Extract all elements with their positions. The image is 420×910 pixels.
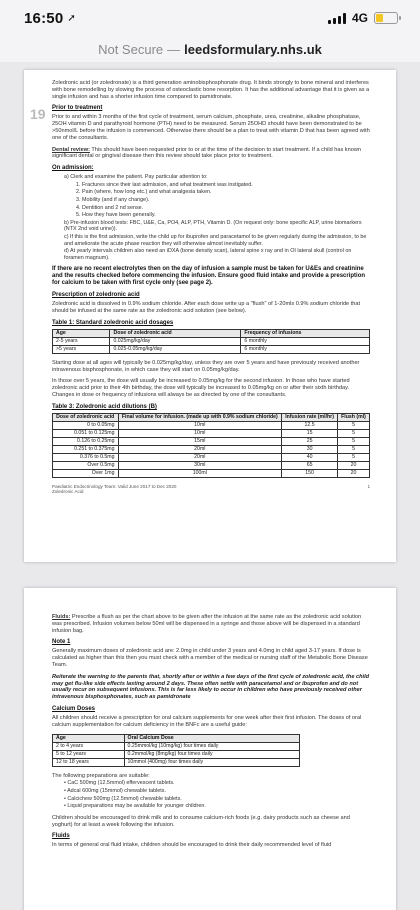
table-cell: 5: [338, 421, 370, 429]
table-cell: 5: [338, 437, 370, 445]
table-header: Age: [53, 734, 125, 742]
admission-item: 4. Dentition and 2 nd sense.: [76, 204, 144, 211]
electrolyte-warning: If there are no recent electrolytes then on the day of infusion a sample must be taken for U&Es and creatinine and the results checked before commencing the infusion. Ensure good fluid intake and provide a prescription for calcium to be taken with first cycle only (see page 2).: [52, 266, 366, 287]
footer-left: Paediatric Endocrinology Team: Valid June 2017 to Dec 2020: [52, 483, 177, 489]
list-item: • Calcichew 500mg (12.5mmol) chewable tablets.: [64, 795, 182, 802]
table3-title: Table 3: Zoledronic acid dilutions (B): [52, 403, 157, 410]
table-row: [53, 750, 300, 758]
calcium-table: [52, 734, 300, 767]
admission-item: 3. Mobility (and if any change).: [76, 196, 150, 203]
fluids2-text: In terms of general oral fluid intake, children should be encouraged to drink their daily recommended level of fluid: [52, 842, 332, 849]
table-row: [53, 421, 370, 429]
admission-heading: On admission:: [52, 165, 94, 172]
note-text: Generally maximum doses of zoledronic acid are: 2.0mg in child under 3 years and 4.0mg in child aged 3-17 years. If dose is calculated as higher than this then you must check with a member of the medical or nursing staff of the Metabolic Bone Disease Team.: [52, 648, 368, 668]
table-row: [53, 758, 300, 766]
admission-a: a) Clerk and examine the patient. Pay particular attention to:: [64, 174, 208, 181]
table-cell: 0.25mmol/kg (10mg/kg) four times daily: [124, 742, 299, 750]
admission-d: d) At yearly intervals children also need an iDXA (bone density scan), lateral spine x ray and in OI lateral skull (control on foramen magnum).: [64, 248, 352, 261]
table-cell: 20: [338, 461, 370, 469]
dosage-table: [52, 329, 370, 354]
table-cell: Over 1mg: [53, 469, 119, 477]
table-cell: 0.025-0.05mg/kg/day: [110, 345, 241, 353]
fluids-heading: Fluids:: [52, 614, 71, 620]
list-item: • CaC 500mg (12.5mmol) effervescent tablets.: [64, 780, 175, 787]
table-cell: 15ml: [118, 437, 282, 445]
table-header: Age: [53, 329, 110, 337]
table-cell: 5: [338, 445, 370, 453]
table-cell: 20ml: [118, 445, 282, 453]
table-cell: 0.126 to 0.25mg: [53, 437, 119, 445]
document-page-1: [24, 70, 396, 562]
table-cell: 25: [282, 437, 338, 445]
table-cell: 0.2mmol/kg (8mg/kg) four times daily: [124, 750, 299, 758]
fluids2-heading: Fluids: [52, 833, 70, 840]
table-cell: 10ml: [118, 421, 282, 429]
table-cell: 40: [282, 453, 338, 461]
table-cell: 5: [338, 429, 370, 437]
note-heading: Note 1: [52, 639, 71, 646]
dilution-table: [52, 413, 370, 478]
prescription-text: Zoledronic acid is dissolved in 0.9% sodium chloride. After each dose write up a "flush" of 1-20mls 0.9% sodium chloride that should be infused at the same rate as the zoledronic acid solution (see below).: [52, 301, 361, 315]
footer-left-2: Zoledronic Acid: [52, 489, 84, 495]
fluids-text: Prescribe a flush as per the chart above to be given after the infusion at the same rate as the zoledronic acid solution was prescribed. Infusion volumes below 50ml will be dispensed in a syringe and those above will be dispensed in a standard infusion bag.: [52, 614, 362, 634]
table-cell: 100ml: [118, 469, 282, 477]
table-row: [53, 345, 370, 353]
table-cell: 0.376 to 0.5mg: [53, 453, 119, 461]
list-item: • Adcal 600mg (15mmol) chewable tablets.: [64, 787, 166, 794]
calcium-text: All children should receive a prescription for oral calcium supplements for one week after their first infusion. The doses of oral calcium supplementation for calcium deficiency in the BNFc are a useful guide:: [52, 714, 362, 728]
table-row: [53, 429, 370, 437]
table-cell: 15: [282, 429, 338, 437]
table-cell: 0.025mg/kg/day: [110, 337, 241, 345]
table-header: Dose of zoledronic acid: [110, 329, 241, 337]
admission-list: [64, 174, 370, 261]
milk-text: Children should be encouraged to drink milk and to consume calcium-rich foods (e.g. dairy products such as cheese and yoghurt) for at least a week following the infusion.: [52, 814, 350, 828]
table-header: Oral Calcium Dose: [124, 734, 299, 742]
table-header: Infusion rate (ml/hr): [282, 413, 338, 421]
address-bar[interactable]: [0, 36, 420, 62]
table-cell: 65: [282, 461, 338, 469]
table-cell: 30ml: [118, 461, 282, 469]
dental-heading: Dental review:: [52, 146, 90, 153]
table-cell: 30: [282, 445, 338, 453]
table-cell: 150: [282, 469, 338, 477]
admission-item: 5. How they have been generally.: [76, 212, 156, 219]
url-separator: —: [167, 41, 181, 57]
table-cell: 2-5 years: [53, 337, 110, 345]
table-cell: 6 monthly: [241, 337, 370, 345]
battery-icon: [374, 12, 398, 24]
preparations-list: [64, 780, 370, 809]
table-header: Flush (ml): [338, 413, 370, 421]
table-header: Dose of zoledronic acid: [53, 413, 119, 421]
table-cell: 2 to 4 years: [53, 742, 125, 750]
table-row: [53, 337, 370, 345]
location-arrow-icon: ➚: [67, 12, 76, 24]
table-cell: 20ml: [118, 453, 282, 461]
url-host: leedsformulary.nhs.uk: [184, 41, 322, 57]
reiterate-warning: Reiterate the warning to the parents that, shortly after or within a few days of the first cycle of zoledronic acid, the child may get flu-like side effects lasting around 2 days. These often settle with paracetamol and or ibuprofen and do not usually recur on subsequent infusions. This is far less likely to occur in children who have previously received other intravenous bisphosphonates, such as pamidronate: [52, 673, 370, 701]
table-header: Final volume for infusion. (made up with 0.9% sodium chloride): [118, 413, 282, 421]
table-cell: 12.5: [282, 421, 338, 429]
table-row: [53, 445, 370, 453]
admission-b: b) Pre-infusion blood tests: FBC, U&E, Ca, PO4, ALP, PTH, Vitamin D. (On request only: bone specific ALP, urine biomarkers (NTX 2nd void urine)).: [64, 219, 362, 233]
fluids-paragraph: [52, 614, 370, 634]
document-page-2: [24, 588, 396, 910]
calcium-heading: Calcium Doses: [52, 705, 96, 712]
starting-dose-text: Starting dose at all ages will typically be 0.025mg/kg/day, unless they are over 5 years and have previously received another intravenous bisphosphonate, in which case they will start on 0.05mg/kg/day.: [52, 359, 360, 373]
table-cell: 0 to 0.05mg: [53, 421, 119, 429]
status-bar: [0, 0, 420, 36]
table-cell: 0.051 to 0.125mg: [53, 429, 119, 437]
table-cell: 12 to 18 years: [53, 758, 125, 766]
table-cell: 6 monthly: [241, 345, 370, 353]
network-label: 4G: [351, 11, 368, 25]
intro-paragraph: Zoledronic acid (or zoledronate) is a third generation aminobisphosphonate drug. It binds strongly to bone mineral and interferes with bone remodelling by slowing the process of osteoclastic bone resorption. It has the additional advantage that it is given as a single infusion and has a shorter infusion time compared to pamidronate.: [52, 80, 370, 100]
table-row: [53, 461, 370, 469]
table-row: [53, 469, 370, 477]
table-cell: 10mmol (400mg) four times daily: [124, 758, 299, 766]
table1-title: Table 1: Standard zoledronic acid dosages: [52, 319, 174, 326]
table-row: [53, 742, 300, 750]
dental-paragraph: [52, 147, 370, 161]
table-cell: 5: [338, 453, 370, 461]
prior-heading: Prior to treatment: [52, 105, 103, 112]
signal-icon: [328, 13, 346, 24]
table-cell: 0.251 to 0.375mg: [53, 445, 119, 453]
security-label: Not Secure: [98, 41, 164, 57]
admission-item: 2. Pain (where, how long etc.) and what analgesia taken.: [76, 189, 212, 196]
page-footer: [52, 484, 370, 495]
dental-text: This should have been requested prior to or at the time of the decision to start treatment. If a child has known significant dental or gingival disease then this review should take place prior to treatment.: [52, 146, 361, 160]
table-cell: 10ml: [118, 429, 282, 437]
clock: 16:50: [24, 9, 64, 27]
table-header: Frequency of infusions: [241, 329, 370, 337]
table-row: [53, 437, 370, 445]
over5-text: In those over 5 years, the dose will usually be increased to 0.05mg/kg for the second infusion. In those who have started zoledronic acid prior to their 4th birthday, the dose will typically be increased to 0.05mg/kg on or after their sixth birthday. Changes in dose or frequency of infusions will always be as directed by one of the consultants.: [52, 378, 350, 399]
table-cell: >5 years: [53, 345, 110, 353]
prescription-heading: Prescription of zoledronic acid: [52, 292, 140, 299]
list-item: • Liquid preparations may be available for younger children.: [64, 803, 206, 810]
page-watermark: 19: [30, 106, 46, 122]
table-row: [53, 453, 370, 461]
prior-text: Prior to and within 3 months of the first cycle of treatment, serum calcium, phosphate, urea, creatinine, alkaline phosphatase, 25OH vitamin D and parathyroid hormone (PTH) need to be measured. Serum 25OHD should have been demonstrated to be >50nmol/L before the infusion is commenced. Otherwise there should be a plan to treat with vitamin D that has been agreed with one of the consultants.: [52, 114, 370, 141]
table-cell: 20: [338, 469, 370, 477]
admission-item: 1. Fractures since their last admission, and what treatment was instigated.: [76, 181, 253, 188]
admission-c: c) If this is the first admission, write the child up for ibuprofen and paracetamol to be given regularly during the admission, to be and ameliorate the acute phase reaction they will otherwise almost inevitably suffer.: [64, 233, 367, 247]
table-cell: 5 to 12 years: [53, 750, 125, 758]
page-number: 1: [367, 483, 370, 489]
preparations-intro: The following preparations are suitable:: [52, 772, 150, 779]
table-cell: Over 0.5mg: [53, 461, 119, 469]
